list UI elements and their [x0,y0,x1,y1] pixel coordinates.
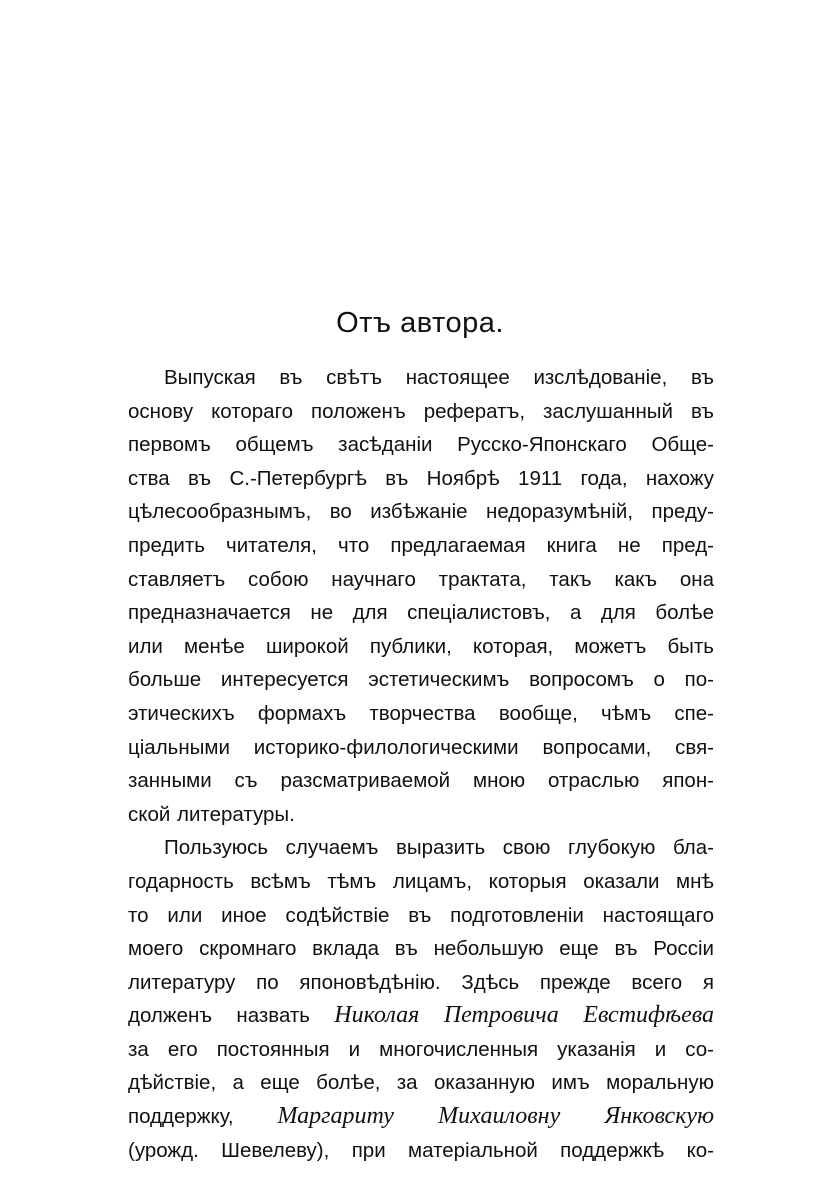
text-line: занными съ разсматриваемой мною отраслью япон- [128,769,714,793]
text-line: этическихъ формахъ творчества вообще, чѣмъ спе- [128,701,714,725]
text-line: Пользуюсь случаемъ выразить свою глубокую бла- [164,836,714,860]
text-fragment: долженъ назвать [128,1004,335,1028]
text-line: основу котораго положенъ рефератъ, заслушанный въ [128,399,714,423]
text-line: Выпуская въ свѣтъ настоящее изслѣдованіе, въ [164,366,714,389]
text-line-with-name [128,1100,714,1134]
preface-body [128,361,714,1167]
text-line-with-name [128,999,714,1033]
text-line: моего скромнаго вклада въ небольшую еще въ Россіи [128,937,714,961]
text-line: или менѣе широкой публики, которая, можетъ быть [128,634,714,658]
text-line: (урожд. Шевелеву), при матеріальной поддержкѣ ко- [128,1138,714,1162]
page-title: Отъ автора. [336,307,504,339]
text-line: ставляетъ собою научнаго трактата, такъ какъ она [128,567,714,591]
text-line: ской литературы. [128,802,295,826]
text-line: цѣлесообразнымъ, во избѣжаніе недоразумѣній, преду- [128,500,714,524]
text-line: литературу по японовѣдѣнію. Здѣсь прежде всего я [128,970,714,994]
text-line: предить читателя, что предлагаемая книга не пред- [128,533,714,557]
text-fragment: поддержку, [128,1105,278,1129]
text-line: годарность всѣмъ тѣмъ лицамъ, которыя оказали мнѣ [128,869,714,893]
text-line: дѣйствіе, а еще болѣе, за оказанную имъ моральную [128,1071,714,1095]
text-line: ціальными историко-филологическими вопросами, свя- [128,735,714,759]
text-line: первомъ общемъ засѣданіи Русско-Японскаго Обще- [128,433,714,457]
text-line: за его постоянныя и многочисленныя указанія и со- [128,1037,714,1061]
text-line: больше интересуется эстетическимъ вопросомъ о по- [128,668,714,692]
person-name: Маргариту Михаиловну Янковскую [277,1103,714,1130]
text-line: ства въ С.-Петербургѣ въ Ноябрѣ 1911 года, нахожу [128,466,714,490]
text-line: предназначается не для спеціалистовъ, а для болѣе [128,601,714,625]
text-line: то или иное содѣйствіе въ подготовленіи настоящаго [128,903,714,927]
person-name: Николая Петровича Евстифѣева [334,1002,714,1029]
